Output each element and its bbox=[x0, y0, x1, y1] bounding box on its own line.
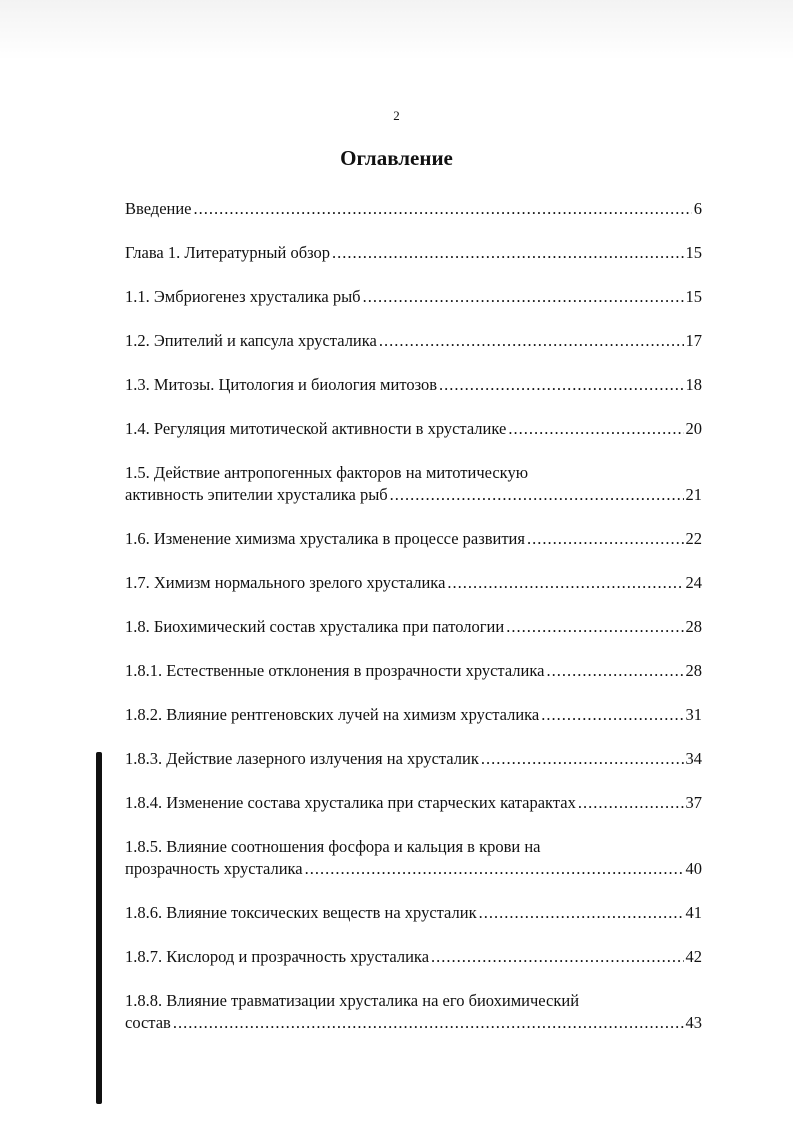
toc-entry-title: 1.7. Химизм нормального зрелого хрусталика bbox=[125, 573, 446, 592]
toc-entry-title: 1.8.2. Влияние рентгеновских лучей на химизм хрусталика bbox=[125, 705, 540, 724]
toc-entry-title-line1: 1.8.8. Влияние травматизации хрусталика на его биохимический bbox=[125, 991, 580, 1010]
toc-entry-title: 1.8. Биохимический состав хрусталика при патологии bbox=[125, 617, 505, 636]
toc-entry bbox=[125, 660, 702, 682]
toc-entry-page: 6 bbox=[693, 199, 702, 218]
toc-entry bbox=[125, 748, 702, 770]
toc-entry bbox=[125, 836, 702, 880]
toc-entry-page: 17 bbox=[685, 331, 702, 350]
toc-entry-page: 28 bbox=[685, 661, 702, 680]
dot-leader bbox=[390, 484, 684, 506]
dot-leader bbox=[508, 418, 683, 440]
dot-leader bbox=[431, 946, 683, 968]
scan-edge-mark bbox=[96, 752, 102, 1104]
toc-entry-title: активность эпителии хрусталика рыб bbox=[125, 485, 388, 504]
toc-entry-title: 1.2. Эпителий и капсула хрусталика bbox=[125, 331, 377, 350]
dot-leader bbox=[379, 330, 684, 352]
toc-entry-title: прозрачность хрусталика bbox=[125, 859, 303, 878]
toc-title: Оглавление bbox=[340, 146, 453, 170]
toc-entry-title-line1: 1.8.5. Влияние соотношения фосфора и кальция в крови на bbox=[125, 837, 541, 856]
toc-entry bbox=[125, 418, 702, 440]
toc-entry bbox=[125, 374, 702, 396]
toc-entry bbox=[125, 792, 702, 814]
toc-entry-page: 22 bbox=[685, 529, 702, 548]
toc-entry-title: 1.8.3. Действие лазерного излучения на хрусталик bbox=[125, 749, 479, 768]
toc-entry-page: 15 bbox=[685, 243, 702, 262]
toc-entry-page: 31 bbox=[685, 705, 702, 724]
toc-entry-title: 1.8.4. Изменение состава хрусталика при старческих катарактах bbox=[125, 793, 576, 812]
dot-leader bbox=[194, 198, 692, 220]
toc-entry-page: 37 bbox=[685, 793, 702, 812]
page-number: 2 bbox=[393, 108, 400, 123]
toc-entry-title: 1.1. Эмбриогенез хрусталика рыб bbox=[125, 287, 361, 306]
toc-entry-title: 1.6. Изменение химизма хрусталика в процессе развития bbox=[125, 529, 525, 548]
toc-entry-title: 1.3. Митозы. Цитология и биология митозов bbox=[125, 375, 438, 394]
toc-entry bbox=[125, 704, 702, 726]
toc-entry bbox=[125, 616, 702, 638]
toc-entry bbox=[125, 528, 702, 550]
toc-entry bbox=[125, 286, 702, 308]
toc-entry-page: 40 bbox=[685, 859, 702, 878]
dot-leader bbox=[541, 704, 683, 726]
toc-entry-page: 20 bbox=[685, 419, 702, 438]
scan-background-shade bbox=[0, 0, 793, 60]
toc-entry-page: 42 bbox=[685, 947, 702, 966]
toc-entry-page: 28 bbox=[685, 617, 702, 636]
toc-entry-page: 18 bbox=[685, 375, 702, 394]
toc-entry bbox=[125, 198, 702, 220]
toc-entry-title: состав bbox=[125, 1013, 171, 1032]
toc-entry bbox=[125, 902, 702, 924]
toc-entry-title: Глава 1. Литературный обзор bbox=[125, 243, 331, 262]
toc-entry-title: 1.8.6. Влияние токсических веществ на хрусталик bbox=[125, 903, 477, 922]
toc-entry bbox=[125, 572, 702, 594]
toc-entry bbox=[125, 242, 702, 264]
dot-leader bbox=[363, 286, 684, 308]
dot-leader bbox=[527, 528, 684, 550]
toc-entry-title-line1: 1.5. Действие антропогенных факторов на митотическую bbox=[125, 463, 529, 482]
toc-entry-page: 43 bbox=[685, 1013, 702, 1032]
toc-entry bbox=[125, 462, 702, 506]
dot-leader bbox=[546, 660, 683, 682]
toc-entry-title: 1.8.7. Кислород и прозрачность хрусталика bbox=[125, 947, 430, 966]
toc-entry-page: 21 bbox=[685, 485, 702, 504]
toc-entry-page: 41 bbox=[685, 903, 702, 922]
dot-leader bbox=[578, 792, 684, 814]
toc-entry bbox=[125, 330, 702, 352]
dot-leader bbox=[447, 572, 683, 594]
toc-entry-page: 24 bbox=[685, 573, 702, 592]
dot-leader bbox=[481, 748, 684, 770]
dot-leader bbox=[332, 242, 683, 264]
toc-entry bbox=[125, 946, 702, 968]
toc-entry-title: Введение bbox=[125, 199, 192, 218]
dot-leader bbox=[173, 1012, 684, 1034]
toc-entry-title: 1.8.1. Естественные отклонения в прозрачности хрусталика bbox=[125, 661, 545, 680]
dot-leader bbox=[305, 858, 684, 880]
dot-leader bbox=[439, 374, 683, 396]
toc-entry-page: 34 bbox=[685, 749, 702, 768]
toc-entry-title: 1.4. Регуляция митотической активности в хрусталике bbox=[125, 419, 507, 438]
toc-entry-page: 15 bbox=[685, 287, 702, 306]
table-of-contents bbox=[125, 198, 702, 1032]
dot-leader bbox=[506, 616, 683, 638]
dot-leader bbox=[479, 902, 684, 924]
toc-entry bbox=[125, 990, 702, 1034]
